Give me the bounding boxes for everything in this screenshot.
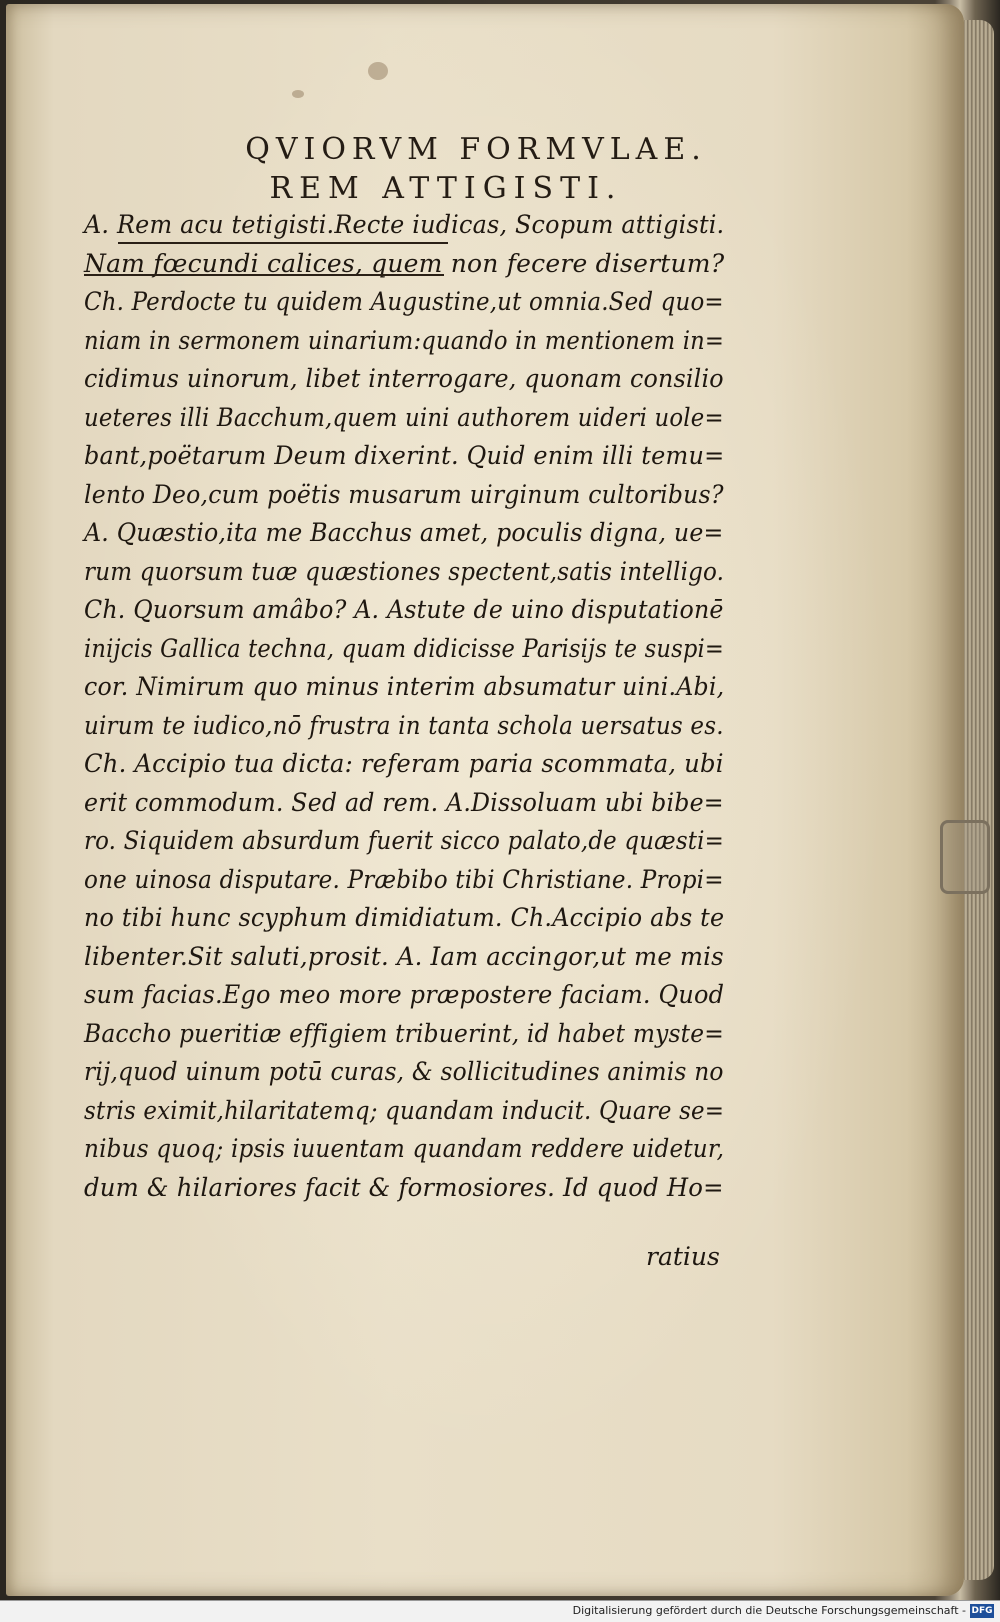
text-line: Nam fœcundi calices, quem non fecere disertum? (84, 248, 725, 278)
text-line: uirum te iudico,nō frustra in tanta schola uersatus es. (84, 710, 724, 740)
text-line: no tibi hunc scyphum dimidiatum. Ch.Accipio abs te (84, 903, 725, 932)
section-title: REM ATTIGISTI. (269, 171, 623, 206)
ink-stain (292, 90, 304, 98)
text-line: bant,poëtarum Deum dixerint. Quid enim illi temu= (84, 441, 725, 470)
text-line: Ch. Accipio tua dicta: referam paria scommata, ubi (84, 749, 724, 778)
text-line: libenter.Sit saluti,prosit. A. Iam accingor,ut me mis (84, 941, 724, 971)
handwritten-underline (118, 242, 448, 244)
text-line: rum quorsum tuæ quæstiones spectent,satis intelligo. (84, 556, 725, 586)
footer-bar (0, 1600, 1000, 1622)
text-line: dum & hilariores facit & formosiores. Id quod Ho= (84, 1172, 724, 1202)
handwritten-underline (84, 274, 444, 276)
text-line: cor. Nimirum quo minus interim absumatur uini.Abi, (84, 672, 725, 701)
text-line: one uinosa disputare. Præbibo tibi Christiane. Propi= (84, 864, 724, 894)
page-fore-edge (964, 20, 994, 1580)
text-line: stris eximit,hilaritatemq; quandam inducit. Quare se= (84, 1095, 725, 1125)
text-line: niam in sermonem uinarium:quando in mentionem in= (84, 325, 725, 355)
ink-stain (368, 62, 388, 80)
text-line: rij,quod uinum potū curas, & sollicitudines animis no (84, 1057, 724, 1086)
text-line: sum facias.Ego meo more præpostere faciam. Quod (84, 980, 725, 1009)
text-line: erit commodum. Sed ad rem. A.Dissoluam ubi bibe= (84, 787, 724, 817)
text-line: inijcis Gallica techna, quam didicisse Parisijs te suspi= (84, 633, 725, 663)
running-title: QVIORVM FORMVLAE. (245, 132, 707, 167)
dfg-logo: DFG (971, 1606, 993, 1616)
book-clasp (940, 820, 990, 894)
text-line: ueteres illi Bacchum,quem uini authorem uideri uole= (84, 402, 724, 432)
text-line: Baccho pueritiæ effigiem tribuerint, id habet myste= (84, 1018, 724, 1048)
text-line: Ch. Quorsum amâbo? A. Astute de uino disputationē (84, 595, 724, 624)
text-line: nibus quoq; ipsis iuuentam quandam reddere uidetur, (84, 1134, 725, 1163)
catchword: ratius (646, 1242, 720, 1271)
text-line: cidimus uinorum, libet interrogare, quonam consilio (84, 364, 724, 393)
text-line: ro. Siquidem absurdum fuerit sicco palato,de quæsti= (84, 826, 725, 855)
book-page (6, 4, 964, 1596)
text-line: lento Deo,cum poëtis musarum uirginum cultoribus? (84, 479, 724, 509)
footer-credit: Digitalisierung gefördert durch die Deutsche Forschungsgemeinschaft - (572, 1604, 966, 1617)
text-line: A. Quæstio,ita me Bacchus amet, poculis digna, ue= (84, 518, 724, 547)
text-line: A. Rem acu tetigisti.Recte iudicas, Scopum attigisti. (84, 210, 725, 239)
text-line: Ch. Perdocte tu quidem Augustine,ut omnia.Sed quo= (84, 287, 724, 316)
